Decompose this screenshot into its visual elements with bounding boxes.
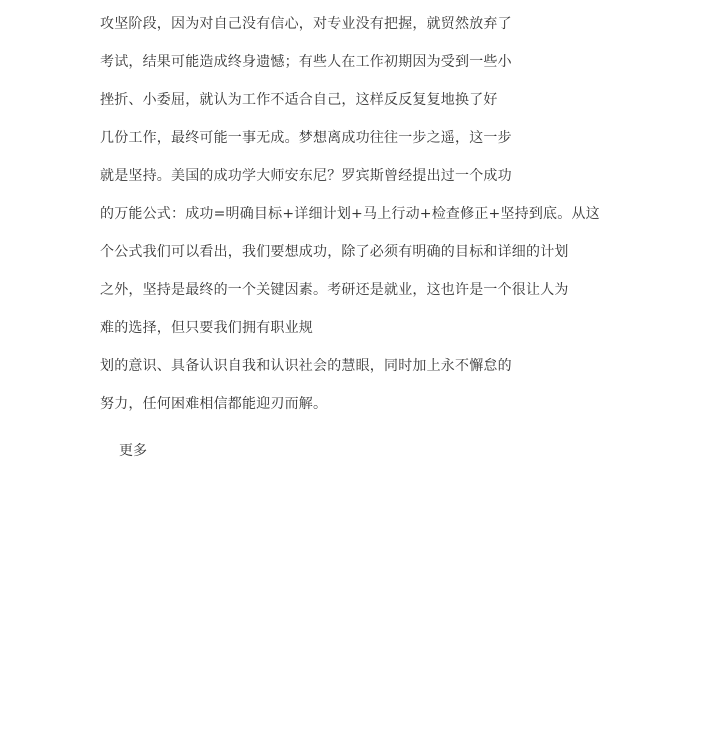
paragraph-line: 几份工作，最终可能一事无成。梦想离成功往往一步之遥，这一步 [100,130,512,146]
paragraph-line: 划的意识、具备认识自我和认识社会的慧眼，同时加上永不懈怠的 [100,358,512,374]
paragraph-line: 攻坚阶段，因为对自己没有信心，对专业没有把握，就贸然放弃了 [100,16,512,32]
paragraph-line: 个公式我们可以看出，我们要想成功，除了必须有明确的目标和详细的计划 [100,244,569,260]
paragraph-line: 的万能公式：成功=明确目标+详细计划+马上行动+检查修正+坚持到底。从这 [100,206,600,222]
more-link[interactable]: 更多 [119,443,147,459]
paragraph-line: 考试，结果可能造成终身遗憾；有些人在工作初期因为受到一些小 [100,54,512,70]
paragraph-line: 就是坚持。美国的成功学大师安东尼？罗宾斯曾经提出过一个成功 [100,168,512,184]
paragraph-line: 挫折、小委屈，就认为工作不适合自己，这样反反复复地换了好 [100,92,498,108]
paragraph-line: 之外，坚持是最终的一个关键因素。考研还是就业，这也许是一个很让人为 [100,282,569,298]
paragraph-line: 难的选择，但只要我们拥有职业规 [100,320,313,336]
paragraph-line: 努力，任何困难相信都能迎刃而解。 [100,396,328,412]
